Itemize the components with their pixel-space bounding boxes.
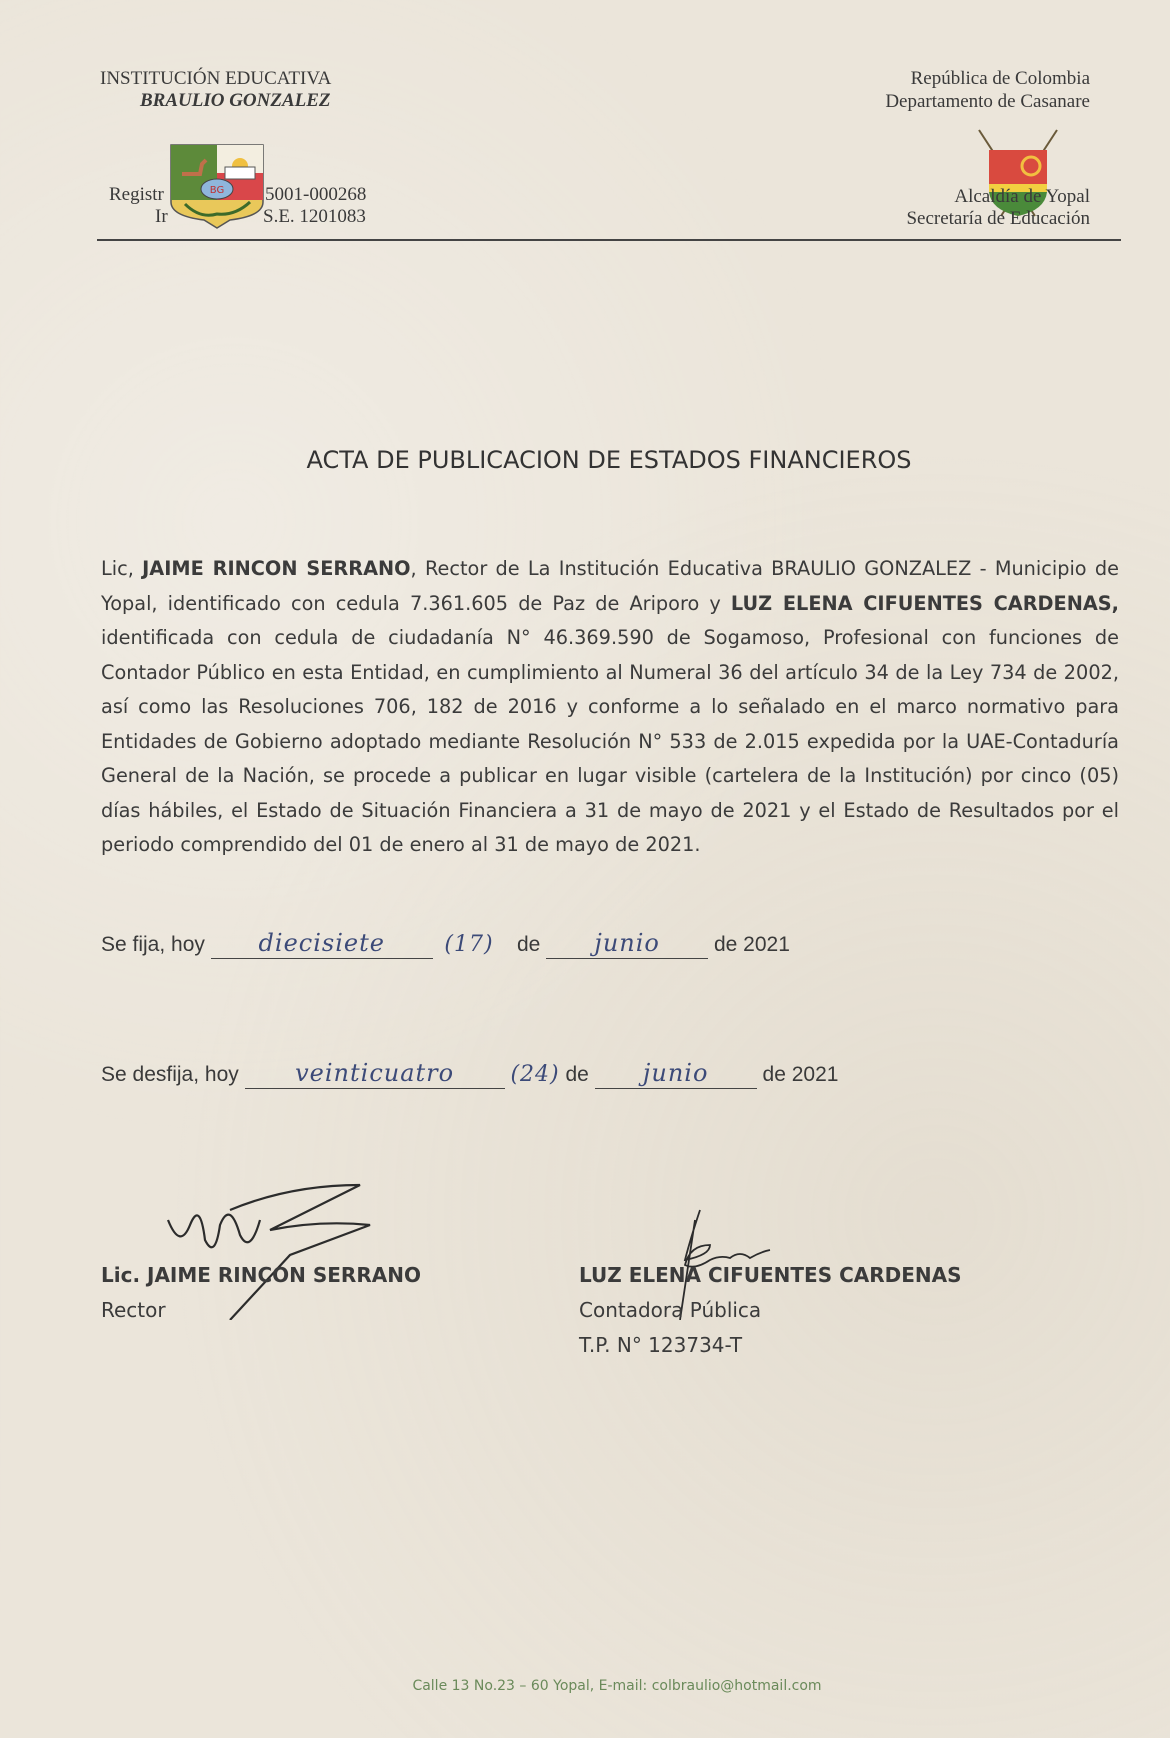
body-text: identificada con cedula de ciudadanía N° 46.369.590 de Sogamoso, Profesional con funciones de Contador Público en esta Entidad, en cumplimiento al Numeral 36 del artículo 34 de la Ley 734 de 2002, así como las Resoluciones 706, 182 de 2016 y conforme a lo señalado en el marco normativo para Entidades de Gobierno adoptado mediante Resolución N° 533 de 2.015 expedida por la UAE-Contaduría General de la Nación, se procede a publicar en lugar visible (cartelera de la Institución) por cinco (05) días hábiles, el Estado de Situación Financiera a 31 de mayo de 2021 y el Estado de Resultados por el periodo comprendido del 01 de enero al 31 de mayo de 2021. <box>101 626 1119 856</box>
accountant-name: LUZ ELENA CIFUENTES CARDENAS, <box>730 591 1119 615</box>
accountant-signature-name: LUZ ELENA CIFUENTES CARDENAS <box>579 1263 962 1287</box>
posting-year: de 2021 <box>713 933 790 956</box>
mayor-office: Alcaldía de Yopal <box>954 186 1090 207</box>
institution-name: INSTITUCIÓN EDUCATIVA <box>100 68 332 89</box>
removal-month-field: junio <box>595 1060 757 1089</box>
header-divider <box>97 239 1121 241</box>
accountant-signature-block <box>579 1258 962 1363</box>
registry-label-2: Ir <box>155 206 168 227</box>
institution-logo-icon <box>170 144 264 230</box>
removal-year: de 2021 <box>762 1063 839 1086</box>
rector-signature-block <box>101 1258 421 1328</box>
professional-card-number: T.P. N° 123734-T <box>579 1333 743 1357</box>
dane-number: S.E. 1201083 <box>263 206 366 227</box>
removal-de-label: de <box>565 1063 589 1086</box>
body-paragraph <box>101 552 1119 863</box>
registry-number: 5001-000268 <box>265 184 367 205</box>
posting-label: Se fija, hoy <box>101 933 205 956</box>
removal-date-line <box>101 1060 838 1089</box>
posting-month-field: junio <box>546 930 708 959</box>
posting-de-label: de <box>516 933 541 956</box>
removal-day-number: (24) <box>510 1062 560 1087</box>
education-secretariat: Secretaría de Educación <box>906 208 1090 229</box>
registry-label: Registr <box>109 184 164 205</box>
removal-label: Se desfija, hoy <box>101 1063 239 1086</box>
body-text: Lic, <box>101 557 143 580</box>
posting-day-words-field: diecisiete <box>211 930 433 959</box>
document-title: ACTA DE PUBLICACION DE ESTADOS FINANCIEROS <box>306 446 912 474</box>
institution-name-bold: BRAULIO GONZALEZ <box>140 90 331 111</box>
rector-role: Rector <box>101 1298 166 1322</box>
removal-day-words-field: veinticuatro <box>245 1060 505 1089</box>
body-text: , Rector de La Institución Educativa BRAULIO GONZALEZ - Municipio de Yopal, identificado con cedula 7.361.605 de Paz de Ariporo y <box>101 557 1119 615</box>
country-name: República de Colombia <box>910 68 1090 89</box>
rector-signature-name: Lic. JAIME RINCON SERRANO <box>101 1263 421 1287</box>
department-name: Departamento de Casanare <box>885 91 1090 112</box>
posting-day-number: (17) <box>444 932 494 957</box>
rector-name: JAIME RINCON SERRANO <box>142 557 411 580</box>
footer-address: Calle 13 No.23 – 60 Yopal, E-mail: colbraulio@hotmail.com <box>412 1678 822 1694</box>
posting-date-line <box>101 930 790 959</box>
logo-initials: BG <box>209 185 225 196</box>
accountant-role: Contadora Pública <box>579 1298 762 1322</box>
